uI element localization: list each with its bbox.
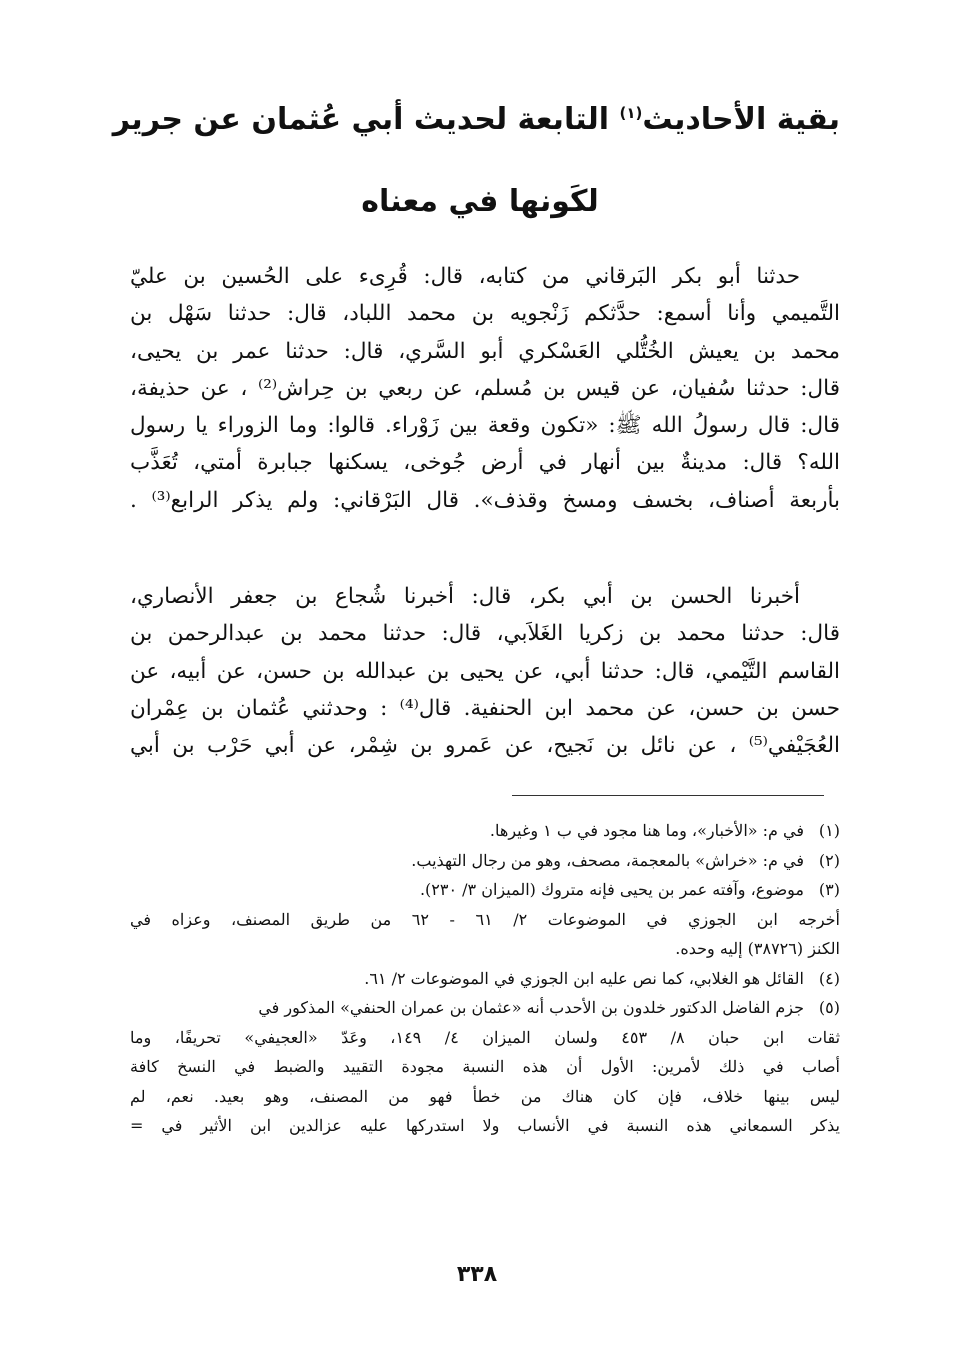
text-line: حدثنا أبو بكر البَرقاني من كتابه، قال: قُرِىء على الحُسين بن عليّ xyxy=(130,264,800,289)
text-line: بأربعة أصناف، بخسف ومسخ وقذف». قال البَرْقاني: ولم يذكر الرابع⁽³⁾ . xyxy=(130,487,840,513)
footnote-continuation: أصاب في ذلك لأمرين: الأول أن هذه النسبة مجودة التقييد والضبط في النسخ كافة xyxy=(130,1057,840,1076)
footnote-1 xyxy=(130,816,840,846)
footnotes xyxy=(130,816,840,1141)
text-line: أخبرنا الحسن بن أبي بكر، قال: أخبرنا شُجاع بن جعفر الأنصاري، xyxy=(130,584,800,609)
footnote-4 xyxy=(130,964,840,994)
footnote-continuation: ليس بينها خلاف، فإن كان هناك من خطأ فهو من المصنف، وهو بعيد. نعم، لم xyxy=(130,1086,840,1106)
footnote-text: في م: «خراش» بالمعجمة، مصحف، وهو من رجال التهذيب. xyxy=(411,850,804,870)
text-line: القاسم التَّيْمي، قال: حدثنا أبي، عن يحيى بن عبدالله بن حسن، عن أبيه، عن xyxy=(130,658,840,684)
paragraph-2 xyxy=(130,578,840,764)
text-line: قال: حدثنا محمد بن زكريا الغَلاَبي، قال: حدثنا محمد بن عبدالرحمن بن xyxy=(130,621,840,647)
footnote-number: (١) xyxy=(818,821,840,840)
footnote-text: موضوع، وآفته عمر بن يحيى فإنه متروك (الميزان ٣/ ٢٣٠). xyxy=(419,880,804,899)
footnote-text: جزم الفاضل الدكتور خلدون بن الأحدب أنه «عثمان بن عمران الحنفي» المذكور في xyxy=(258,998,804,1017)
paragraph-1 xyxy=(130,258,840,519)
footnote-continuation: أخرجه ابن الجوزي في الموضوعات ٢/ ٦١ - ٦٢ من طريق المصنف، وعزاه في xyxy=(130,909,841,929)
footnote-number: (٥) xyxy=(818,998,840,1017)
footnote-number: (٣) xyxy=(818,880,840,899)
title-text-end: التابعة لحديث أبي عُثمان عن جرير xyxy=(112,102,620,137)
page-title xyxy=(112,100,840,140)
text-line: الله؟ قال: مدينةٌ بين أنهار في أرض جُوخى، يسكنها جبابرة أمتي، تُعَذَّب xyxy=(130,450,840,476)
text-line: حسن بن حسن، عن محمد ابن الحنفية. قال⁽⁴⁾ : وحدثني عُثمان بن عِمْران xyxy=(130,695,840,721)
page-number: ٣٣٨ xyxy=(456,1262,498,1287)
footnote-separator xyxy=(512,795,824,796)
footnote-continuation: ثقات ابن حبان ٨/ ٤٥٣ ولسان الميزان ٤/ ١٤٩، وعَدّ «العجيفي» تحريفًا، وما xyxy=(130,1027,841,1047)
footnote-2 xyxy=(130,846,840,876)
footnote-continuation: يذكر السمعاني هذه النسبة في الأنساب ولا استدركها عليه عزالدين ابن الأثير في = xyxy=(130,1116,840,1135)
text-line: العُجَيْفي⁽⁵⁾ ، عن نائل بن نَجيح، عن عَمرو بن شِمْر، عن أبي حَرْب بن أبي xyxy=(130,733,840,759)
footnote-3 xyxy=(130,875,840,905)
text-line: محمد بن يعيش الخُتُّلي العَسْكري أبو السَّري، قال: حدثنا عمر بن يحيى، xyxy=(130,338,840,364)
footnote-5 xyxy=(130,993,840,1023)
footnote-number: (٢) xyxy=(818,850,840,870)
text-line: التَّميمي وأنا أسمع: حدَّثكم زَنْجويه بن محمد اللباد، قال: حدثنا سَهْل بن xyxy=(130,301,840,327)
footnote-number: (٤) xyxy=(818,968,840,988)
page-subtitle: لكَونها في معناه xyxy=(361,184,599,219)
footnote-text: القائل هو الغلابي، كما نص عليه ابن الجوزي في الموضوعات ٢/ ٦١. xyxy=(364,968,804,988)
text-line: قال: قال رسولُ الله ﷺ: «تكون وقعة بين زَوْراء. قالوا: وما الزوراء يا رسول xyxy=(130,413,840,439)
title-footnote-marker: (١) xyxy=(619,104,643,122)
title-text-start: بقية الأحاديث xyxy=(642,102,840,137)
footnote-text: في م: «الأخبار»، وما هنا مجود في ب ١ وغيرها. xyxy=(489,821,804,840)
text-line: قال: حدثنا سُفيان، عن قيس بن مُسلم، عن ربعي بن حِراش⁽²⁾ ، عن حذيفة، xyxy=(130,375,840,401)
footnote-continuation: الكنز (٣٨٧٢٦) إليه وحده. xyxy=(675,939,840,958)
